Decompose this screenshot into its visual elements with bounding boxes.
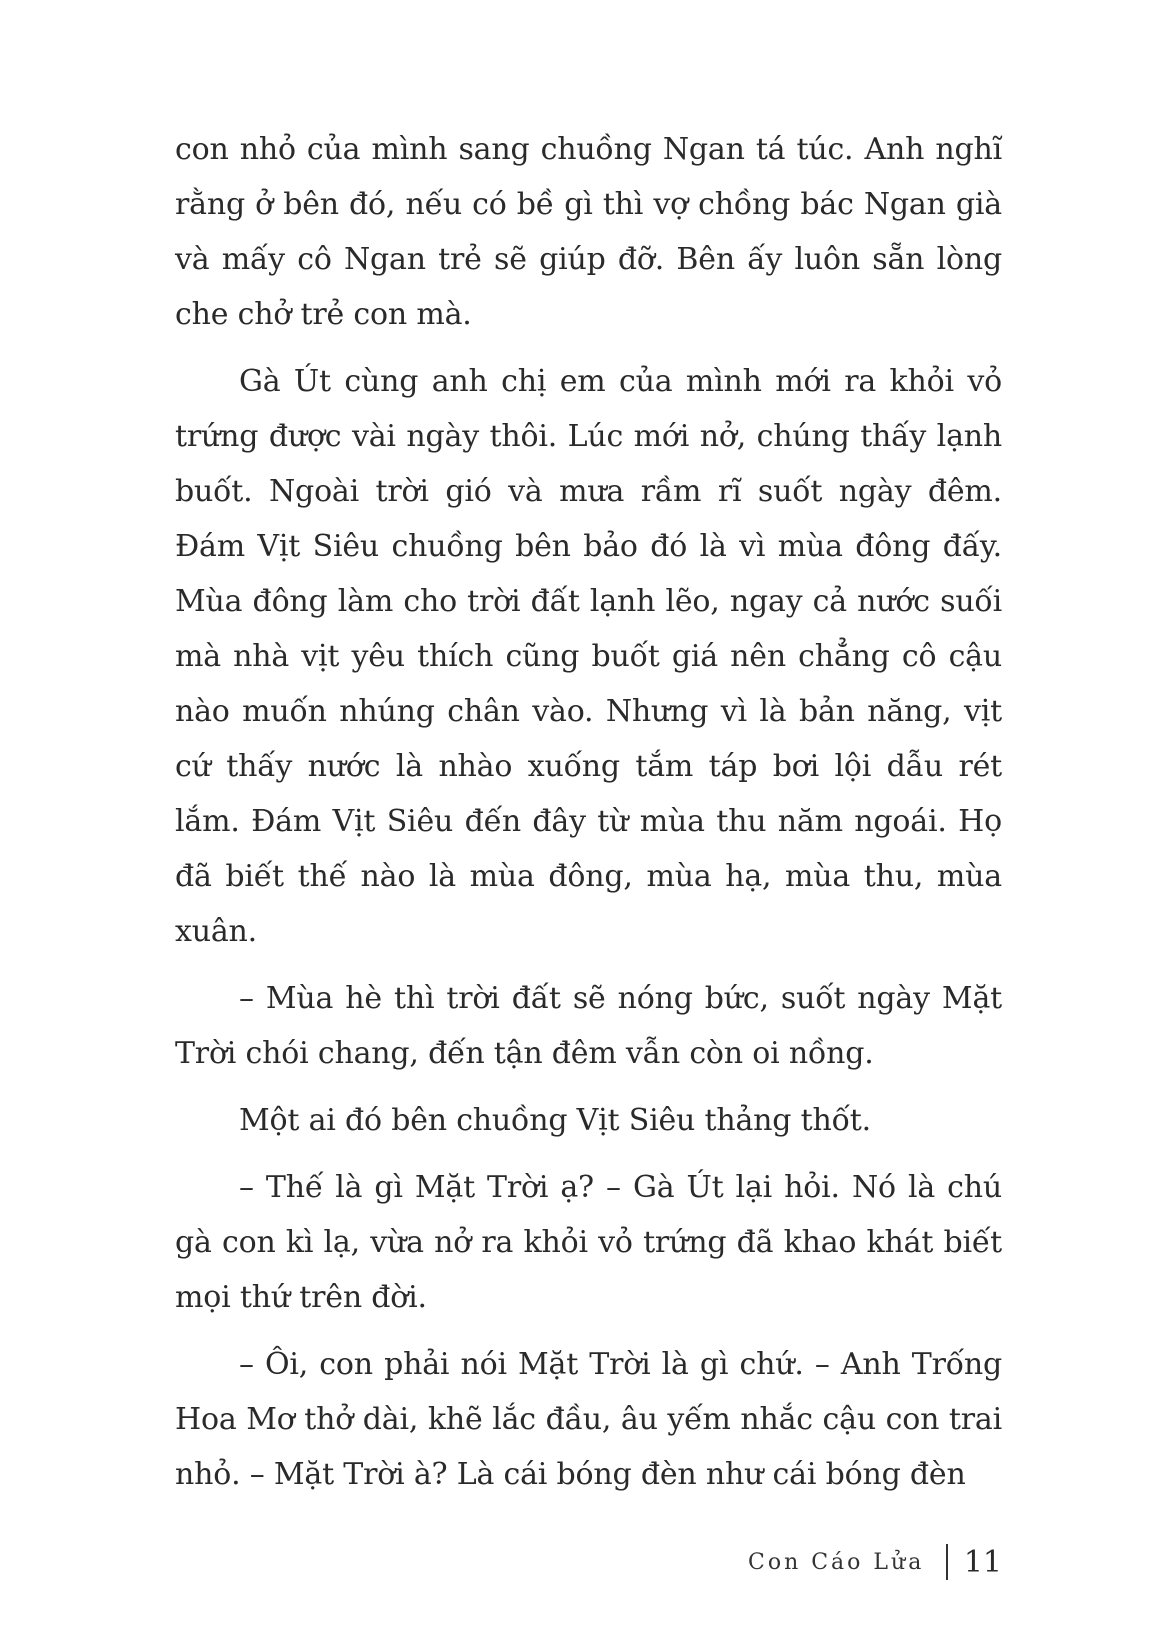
paragraph-dialogue: – Ôi, con phải nói Mặt Trời là gì chứ. – Anh Trống Hoa Mơ thở dài, khẽ lắc đầu, âu yếm nhắc cậu con trai nhỏ. – Mặt Trời à? Là cái bóng đèn như cái bóng đèn [175,1347,1002,1492]
body-text [175,122,1002,1502]
paragraph: Gà Út cùng anh chị em của mình mới ra khỏi vỏ trứng được vài ngày thôi. Lúc mới nở, chúng thấy lạnh buốt. Ngoài trời gió và mưa rầm rĩ suốt ngày đêm. Đám Vịt Siêu chuồng bên bảo đó là vì mùa đông đấy. Mùa đông làm cho trời đất lạnh lẽo, ngay cả nước suối mà nhà vịt yêu thích cũng buốt giá nên chẳng cô cậu nào muốn nhúng chân vào. Nhưng vì là bản năng, vịt cứ thấy nước là nhào xuống tắm táp bơi lội dẫu rét lắm. Đám Vịt Siêu đến đây từ mùa thu năm ngoái. Họ đã biết thế nào là mùa đông, mùa hạ, mùa thu, mùa xuân. [175,364,1002,949]
paragraph: Một ai đó bên chuồng Vịt Siêu thảng thốt. [239,1103,871,1138]
page-footer [748,1540,1002,1584]
running-book-title: Con Cáo Lửa [747,1549,925,1575]
paragraph-dialogue: – Thế là gì Mặt Trời ạ? – Gà Út lại hỏi. Nó là chú gà con kì lạ, vừa nở ra khỏi vỏ trứng đã khao khát biết mọi thứ trên đời. [175,1170,1002,1315]
page-number: 11 [963,1544,1002,1580]
footer-divider [946,1544,948,1580]
paragraph-dialogue: – Mùa hè thì trời đất sẽ nóng bức, suốt ngày Mặt Trời chói chang, đến tận đêm vẫn còn oi nồng. [175,981,1002,1071]
paragraph-continuation: con nhỏ của mình sang chuồng Ngan tá túc. Anh nghĩ rằng ở bên đó, nếu có bề gì thì vợ chồng bác Ngan già và mấy cô Ngan trẻ sẽ giúp đỡ. Bên ấy luôn sẵn lòng che chở trẻ con mà. [175,132,1002,332]
